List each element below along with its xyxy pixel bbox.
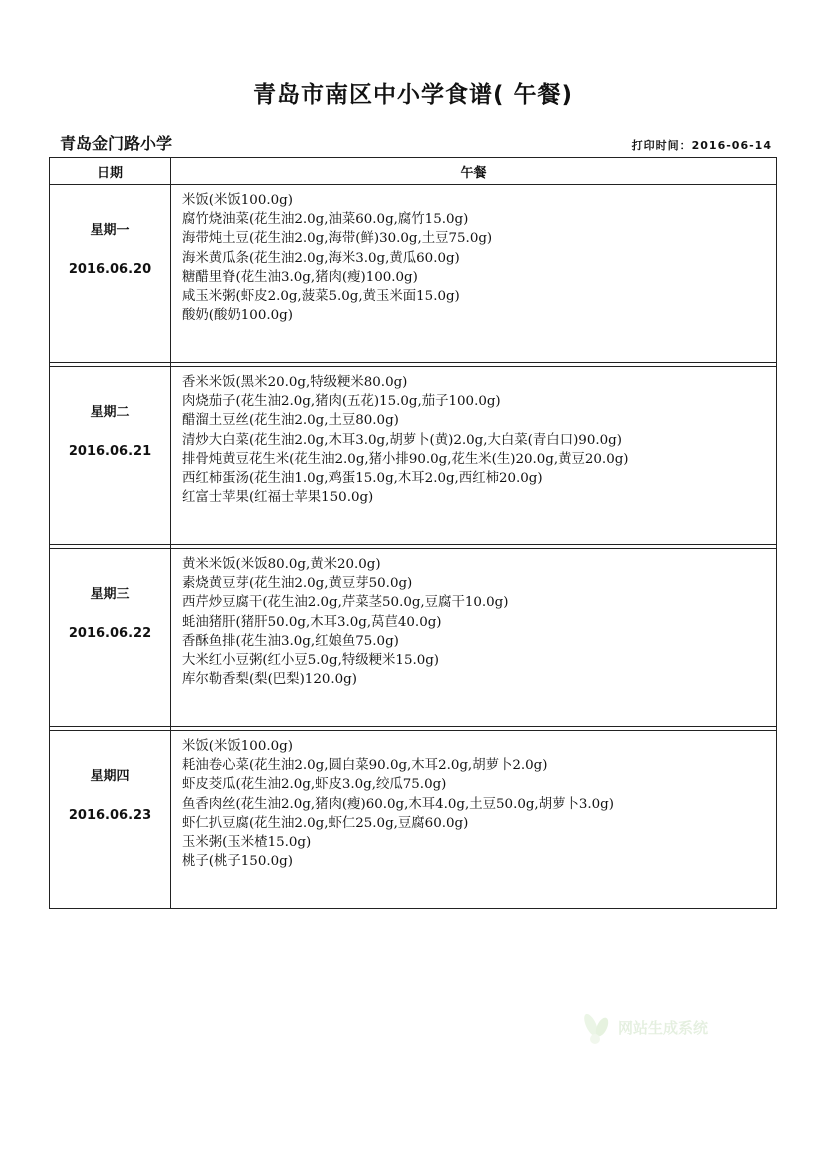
dish-item: 西红柿蛋汤(花生油1.0g,鸡蛋15.0g,木耳2.0g,西红柿20.0g) — [182, 471, 543, 487]
watermark-text: 网站生成系统 — [618, 1019, 709, 1037]
print-time-label: 打印时间： — [631, 139, 692, 152]
dish-item: 西芹炒豆腐干(花生油2.0g,芹菜茎50.0g,豆腐干10.0g) — [182, 595, 509, 611]
weekday-label: 星期二 — [90, 405, 130, 420]
school-name: 青岛金门路小学 — [60, 134, 173, 153]
date-column-header: 日期 — [50, 158, 171, 185]
dish-item: 桃子(桃子150.0g) — [182, 854, 293, 870]
dish-item: 米饭(米饭100.0g) — [182, 193, 293, 208]
table-row — [50, 367, 777, 545]
table-row — [50, 731, 777, 909]
dish-item: 鱼香肉丝(花生油2.0g,猪肉(瘦)60.0g,木耳4.0g,土豆50.0g,胡萝卜3.0g) — [182, 796, 614, 812]
print-time-value: 2016-06-14 — [691, 139, 772, 152]
table-row — [50, 549, 777, 727]
dish-list — [171, 367, 777, 545]
dish-item: 酸奶(酸奶100.0g) — [182, 308, 293, 324]
dish-item: 耗油卷心菜(花生油2.0g,圆白菜90.0g,木耳2.0g,胡萝卜2.0g) — [182, 758, 548, 774]
date-label: 2016.06.20 — [68, 262, 152, 277]
dish-item: 素烧黄豆芽(花生油2.0g,黄豆芽50.0g) — [182, 576, 413, 592]
dish-item: 香米米饭(黑米20.0g,特级粳米80.0g) — [182, 375, 408, 390]
dish-item: 清炒大白菜(花生油2.0g,木耳3.0g,胡萝卜(黄)2.0g,大白菜(青白口)90.0g) — [182, 432, 622, 448]
table-header-row — [50, 158, 777, 185]
date-label: 2016.06.22 — [68, 626, 152, 641]
dish-item: 排骨炖黄豆花生米(花生油2.0g,猪小排90.0g,花生米(生)20.0g,黄豆20.0g) — [182, 451, 629, 467]
day-cell — [50, 185, 171, 363]
dish-item: 虾仁扒豆腐(花生油2.0g,虾仁25.0g,豆腐60.0g) — [182, 815, 469, 831]
dish-list — [171, 731, 777, 909]
dish-item: 米饭(米饭100.0g) — [182, 739, 293, 754]
dish-item: 玉米粥(玉米楂15.0g) — [182, 835, 312, 851]
dish-list — [171, 185, 777, 363]
dish-item: 腐竹烧油菜(花生油2.0g,油菜60.0g,腐竹15.0g) — [182, 212, 469, 228]
dish-item: 海带炖土豆(花生油2.0g,海带(鲜)30.0g,土豆75.0g) — [182, 231, 493, 247]
dish-item: 咸玉米粥(虾皮2.0g,菠菜5.0g,黄玉米面15.0g) — [182, 289, 460, 305]
page-title: 青岛市南区中小学食谱( 午餐) — [252, 82, 574, 108]
dish-list — [171, 549, 777, 727]
day-cell — [50, 367, 171, 545]
weekday-label: 星期四 — [90, 769, 130, 784]
date-label: 2016.06.23 — [68, 808, 152, 823]
day-cell — [50, 549, 171, 727]
weekday-label: 星期一 — [90, 223, 130, 238]
dish-item: 黄米米饭(米饭80.0g,黄米20.0g) — [182, 557, 381, 572]
dish-item: 海米黄瓜条(花生油2.0g,海米3.0g,黄瓜60.0g) — [182, 250, 460, 266]
day-cell — [50, 731, 171, 909]
dish-item: 糖醋里脊(花生油3.0g,猪肉(瘦)100.0g) — [182, 269, 418, 285]
date-label: 2016.06.21 — [68, 444, 152, 459]
dish-item: 醋溜土豆丝(花生油2.0g,土豆80.0g) — [182, 413, 399, 429]
print-time — [632, 137, 772, 153]
weekday-label: 星期三 — [90, 587, 130, 602]
dish-item: 香酥鱼排(花生油3.0g,红娘鱼75.0g) — [182, 633, 399, 649]
dish-item: 虾皮茭瓜(花生油2.0g,虾皮3.0g,绞瓜75.0g) — [182, 777, 447, 793]
menu-table — [49, 157, 777, 909]
dish-item: 蚝油猪肝(猪肝50.0g,木耳3.0g,莴苣40.0g) — [182, 614, 442, 630]
dish-item: 库尔勒香梨(梨(巴梨)120.0g) — [182, 672, 357, 688]
dish-item: 肉烧茄子(花生油2.0g,猪肉(五花)15.0g,茄子100.0g) — [182, 394, 501, 410]
leaf-logo-icon — [578, 1005, 616, 1050]
dish-item: 红富士苹果(红福士苹果150.0g) — [182, 490, 374, 506]
watermark — [578, 1005, 708, 1050]
lunch-column-header: 午餐 — [171, 158, 777, 185]
table-row — [50, 185, 777, 363]
dish-item: 大米红小豆粥(红小豆5.0g,特级粳米15.0g) — [182, 653, 440, 669]
